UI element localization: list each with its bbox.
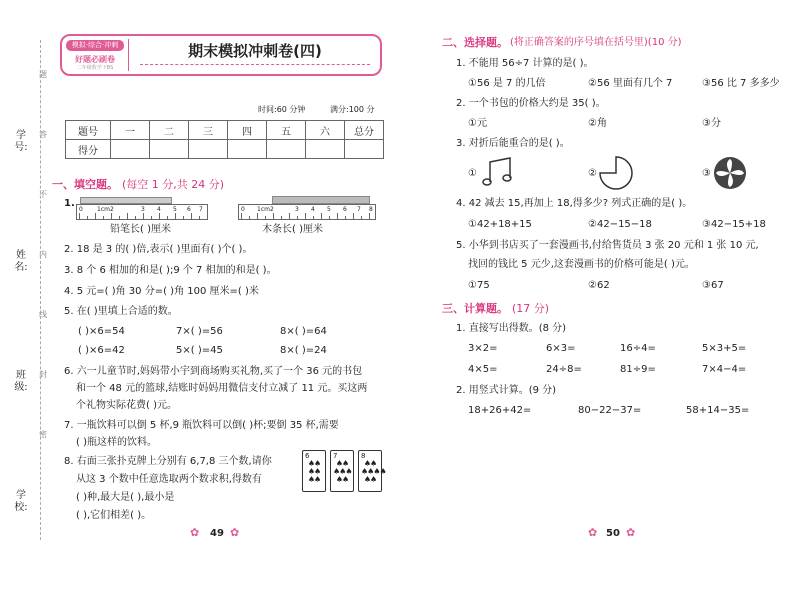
calc-item[interactable]: 16÷4= [620,343,656,354]
q1-stick-blank[interactable]: 木条长( )厘米 [262,224,323,235]
spine-hint: 密 [39,430,47,439]
ruler-number: 5 [173,206,177,213]
card-number: 6 [305,452,310,460]
ruler-tick [183,216,184,219]
ruler-unit: 1cm2 [257,206,274,213]
card-number: 7 [333,452,338,460]
ruler-number: 8 [369,206,373,213]
question-number: 1. [64,198,75,209]
choice-question-5-blank[interactable]: 找回的钱比 5 元少,这套漫画书的价格可能是( )元。 [468,259,695,270]
question-8-blank[interactable]: ( )种,最大是( ),最小是 [76,492,175,503]
playing-card-seven [330,450,354,492]
ruler-tick [321,213,322,219]
ruler-tick [353,213,354,219]
q1-pencil-blank[interactable]: 铅笔长( )厘米 [110,224,171,235]
ruler-tick [265,216,266,219]
ruler-unit: 1cm2 [97,206,114,213]
spine-label-student-number: 学号: [14,130,28,153]
palm-icon: ✿ [626,526,636,539]
palm-icon: ✿ [588,526,598,539]
calc-item[interactable]: 24÷8= [546,364,582,375]
question-7[interactable]: 7. 一瓶饮料可以倒 5 杯,9 瓶饮料可以倒( )杯;要倒 35 杯,需要 [64,420,339,431]
choice-option[interactable]: ① [468,168,477,179]
table-cell: 六 [306,121,345,140]
spine-label-class: 班级: [14,370,28,393]
ruler-tick [191,213,192,219]
ruler-image [76,204,208,220]
ruler-tick [257,213,258,219]
section-note: (17 分) [512,302,550,315]
pencil-image [80,197,172,204]
choice-option[interactable]: ② [588,168,597,179]
ruler-number: 5 [327,206,331,213]
ruler-tick [135,216,136,219]
ruler-tick [313,216,314,219]
ruler-tick [175,213,176,219]
ruler-tick [159,213,160,219]
table-cell: 二 [150,121,189,140]
spine-hint: 答 [39,130,47,139]
ruler-image [238,204,376,220]
score-input-cell[interactable] [111,140,150,159]
spade-icon: ♠♠ ♠♠♠ ♠♠ [333,459,352,484]
calc-item[interactable]: 6×3= [546,343,576,354]
question-8-blank[interactable]: ( ),它们相差( )。 [76,510,152,521]
choice-question-2[interactable]: 2. 一个书包的价格大约是 35( )。 [456,98,606,109]
table-cell: 题号 [66,121,111,140]
ruler-tick [369,213,370,219]
choice-question-1[interactable]: 1. 不能用 56÷7 计算的是( )。 [456,58,594,69]
exam-header [60,34,382,76]
ruler-tick [329,216,330,219]
calc-item[interactable]: 80−22−37= [578,405,642,416]
ruler-tick [297,216,298,219]
q5-blank[interactable]: 5×( )=45 [176,345,223,356]
cut-line [40,40,41,540]
ruler-number: 6 [187,206,191,213]
spine-label-name: 姓名: [14,250,28,273]
full-score: 满分:100 分 [330,105,375,114]
section-title: 二、选择题。 [442,36,508,49]
exam-time: 时间:60 分钟 [258,105,306,114]
pinwheel-flower-icon [712,155,748,191]
spade-icon: ♠♠ ♠♠♠♠ ♠♠ [361,459,386,484]
music-note-icon [480,156,516,190]
score-input-cell[interactable] [345,140,384,159]
question-7-blank[interactable]: ( )瓶这样的饮料。 [76,437,157,448]
q5-blank[interactable]: 8×( )=64 [280,326,327,337]
table-cell: 得分 [66,140,111,159]
page-title: 期末模拟冲刺卷(四) [188,42,322,60]
ruler-tick [151,216,152,219]
score-input-cell[interactable] [306,140,345,159]
calc-item[interactable]: 81÷9= [620,364,656,375]
calc-question-2: 2. 用竖式计算。(9 分) [456,385,557,396]
table-row [66,140,384,159]
playing-card-six [302,450,326,492]
choice-option[interactable]: ②56 里面有几个 7 [588,78,673,89]
choice-question-5: 5. 小华到书店买了一套漫画书,付给售货员 3 张 20 元和 1 张 10 元, [456,240,759,251]
ruler-tick [95,213,96,219]
question-6-line: 和一个 48 元的篮球,结账时妈妈用微信支付立减了 11 元。买这两 [76,383,368,394]
choice-option[interactable]: ②角 [588,118,607,129]
palm-icon: ✿ [190,526,200,539]
ruler-tick [199,216,200,219]
choice-option[interactable]: ③ [702,168,711,179]
card-number: 8 [361,452,366,460]
ruler-number: 7 [199,206,203,213]
q5-blank[interactable]: ( )×6=42 [78,345,125,356]
ruler-tick [281,216,282,219]
score-table [65,120,384,159]
spine-hint: 封 [39,370,47,379]
series-tag: 模拟·综合·冲刺 [66,40,124,51]
wood-stick-image [272,196,370,204]
ruler-tick [127,213,128,219]
header-divider [128,39,129,71]
calc-item[interactable]: 5×3+5= [702,343,747,354]
palm-icon: ✿ [230,526,240,539]
ruler-tick [241,213,242,219]
ruler-number: 4 [157,206,161,213]
ruler-number: 3 [295,206,299,213]
binding-spine [14,40,47,540]
page-number: 49 [210,528,224,539]
choice-option[interactable]: ①56 是 7 的几倍 [468,78,546,89]
ruler-tick [111,213,112,219]
section-note: (将正确答案的序号填在括号里)(10 分) [510,37,682,48]
ruler-tick [361,216,362,219]
ruler-tick [273,213,274,219]
calc-question-1: 1. 直接写出得数。(8 分) [456,323,567,334]
pie-shape-icon [598,155,634,191]
table-cell: 一 [111,121,150,140]
section-title: 一、填空题。 [52,178,118,191]
ruler-tick [87,216,88,219]
ruler-tick [79,213,80,219]
score-input-cell[interactable] [150,140,189,159]
question-5: 5. 在( )里填上合适的数。 [64,306,178,317]
question-4[interactable]: 4. 5 元=( )角 30 分=( )角 100 厘米=( )米 [64,286,259,297]
ruler-tick [103,216,104,219]
table-cell: 三 [189,121,228,140]
ruler-tick [249,216,250,219]
choice-option[interactable]: ②42−15−18 [588,219,652,230]
playing-card-eight [358,450,386,492]
calc-item[interactable]: 18+26+42= [468,405,532,416]
choice-option[interactable]: ②62 [588,280,610,291]
ruler-tick [345,216,346,219]
table-row [66,121,384,140]
choice-question-3[interactable]: 3. 对折后能重合的是( )。 [456,138,570,149]
spine-hint: 题 [39,70,47,79]
ruler-tick [305,213,306,219]
choice-option[interactable]: ①42+18+15 [468,219,532,230]
question-6-blank[interactable]: 个礼物实际花费( )元。 [76,400,177,411]
score-input-cell[interactable] [267,140,306,159]
ruler-number: 3 [141,206,145,213]
ruler-tick [119,216,120,219]
spine-label-school: 学校: [14,490,28,513]
choice-option[interactable]: ①元 [468,118,487,129]
calc-item[interactable]: 7×4−4= [702,364,747,375]
page-number: 50 [606,528,620,539]
question-8: 8. 右面三张扑克牌上分别有 6,7,8 三个数,请你 [64,456,272,467]
series-name: 好题必刷卷 [75,55,115,64]
table-cell: 四 [228,121,267,140]
choice-option[interactable]: ③42−15+18 [702,219,766,230]
table-cell: 总分 [345,121,384,140]
ruler-number: 7 [357,206,361,213]
question-3[interactable]: 3. 8 个 6 相加的和是( );9 个 7 相加的和是( )。 [64,265,277,276]
choice-question-4[interactable]: 4. 42 减去 15,再加上 18,得多少? 列式正确的是( )。 [456,198,693,209]
ruler-number: 4 [311,206,315,213]
ruler-number: 6 [343,206,347,213]
ruler-number: 0 [79,206,83,213]
choice-option[interactable]: ③67 [702,280,724,291]
grade-subject: 二年级数学下BS [76,65,114,71]
score-input-cell[interactable] [189,140,228,159]
header-dash [140,64,370,65]
calc-item[interactable]: 4×5= [468,364,498,375]
table-cell: 五 [267,121,306,140]
calc-item[interactable]: 58+14−35= [686,405,750,416]
q5-blank[interactable]: 7×( )=56 [176,326,223,337]
section-title: 三、计算题。 [442,302,508,315]
spade-icon: ♠♠ ♠♠ ♠♠ [307,459,321,484]
score-input-cell[interactable] [228,140,267,159]
question-8-line: 从这 3 个数中任意选取两个数求积,得数有 [76,474,262,485]
spine-hint: 内 [39,250,47,259]
ruler-tick [337,213,338,219]
spine-hint: 线 [39,310,47,319]
choice-option[interactable]: ③56 比 7 多多少 [702,78,780,89]
choice-option[interactable]: ①75 [468,280,490,291]
q5-blank[interactable]: ( )×6=54 [78,326,125,337]
question-2[interactable]: 2. 18 是 3 的( )倍,表示( )里面有( )个( )。 [64,244,253,255]
q5-blank[interactable]: 8×( )=24 [280,345,327,356]
ruler-tick [167,216,168,219]
ruler-number: 0 [241,206,245,213]
section-note: (每空 1 分,共 24 分) [122,178,225,191]
choice-option[interactable]: ③分 [702,118,721,129]
spine-hint: 不 [39,190,47,199]
calc-item[interactable]: 3×2= [468,343,498,354]
ruler-tick [143,213,144,219]
question-6: 6. 六一儿童节时,妈妈带小宇到商场购买礼物,买了一个 36 元的书包 [64,366,363,377]
ruler-tick [289,213,290,219]
